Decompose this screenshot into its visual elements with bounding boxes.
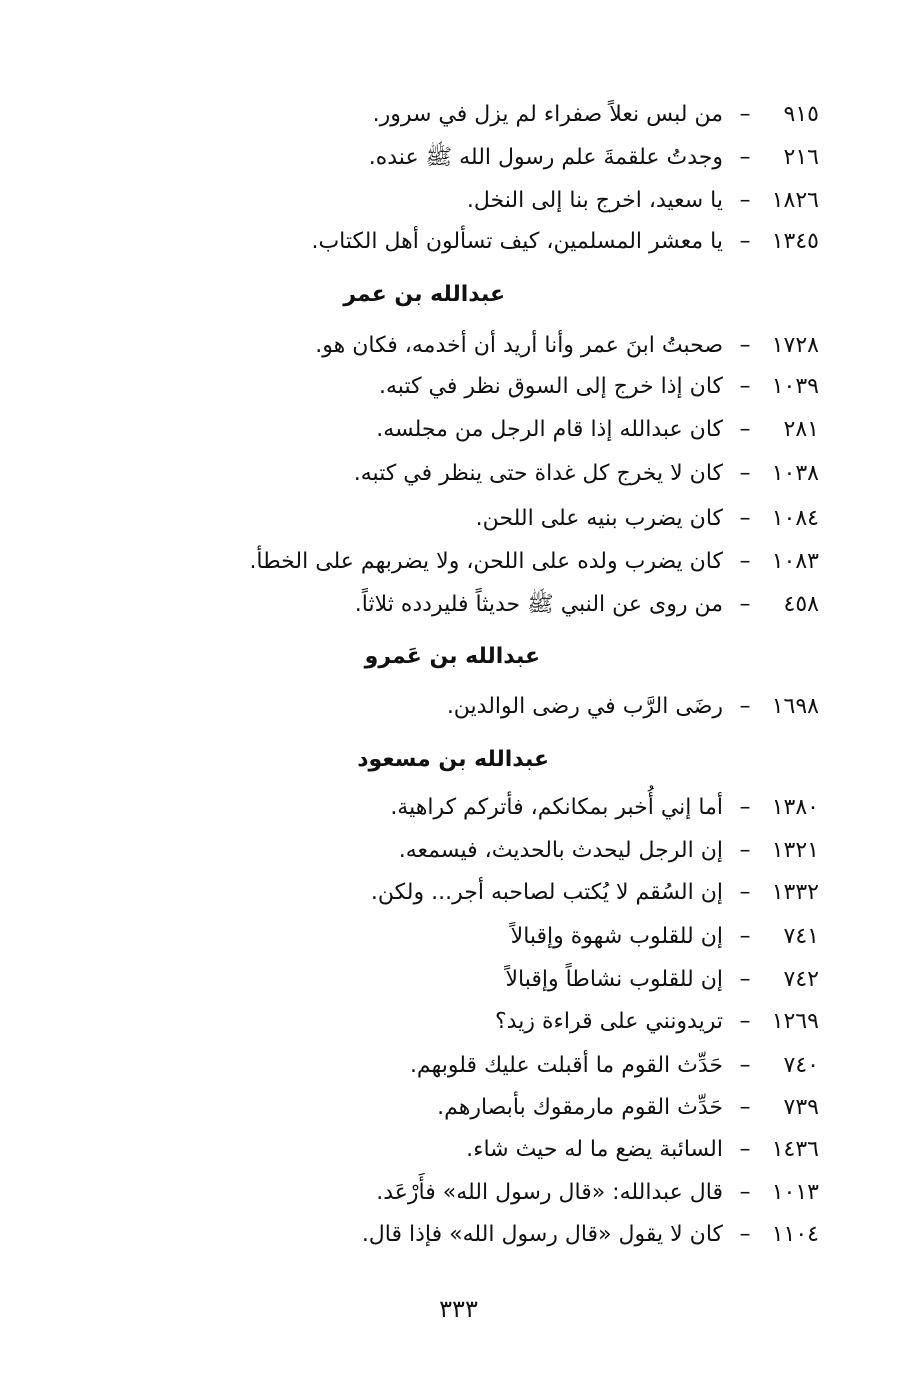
index-entry: [376, 1171, 819, 1215]
index-entry: [376, 408, 819, 452]
section-heading: عبدالله بن عمر: [343, 282, 505, 307]
entry-text: كان يضرب بنيه على اللحن.: [475, 506, 723, 531]
entry-text: كان لا يقول «قال رسول الله» فإذا قال.: [361, 1222, 723, 1247]
entry-number: ٢١٦: [783, 145, 819, 170]
entry-dash: –: [739, 838, 751, 863]
entry-number: ١٣٣٢: [771, 880, 819, 905]
entry-number: ١٠٣٨: [771, 461, 819, 486]
entry-number: ٤٥٨: [783, 592, 819, 617]
entry-number: ٧٤١: [783, 924, 819, 949]
entry-number: ٧٤٢: [783, 967, 819, 992]
entry-number: ١٠١٣: [771, 1180, 819, 1205]
index-entry: [371, 871, 819, 915]
entry-dash: –: [739, 417, 751, 442]
entry-dash: –: [739, 1137, 751, 1162]
entry-dash: –: [739, 333, 751, 358]
index-entry: [355, 583, 819, 627]
index-entry: [410, 1044, 819, 1088]
entry-dash: –: [739, 1053, 751, 1078]
entry-dash: –: [739, 461, 751, 486]
entry-text: تريدونني على قراءة زيد؟: [495, 1009, 723, 1034]
entry-text: كان إذا خرج إلى السوق نظر في كتبه.: [379, 374, 723, 399]
entry-number: ١٣٢١: [771, 838, 819, 863]
entry-number: ١٦٩٨: [771, 694, 819, 719]
entry-dash: –: [739, 924, 751, 949]
entry-text: إن الرجل ليحدث بالحديث، فيسمعه.: [398, 838, 723, 863]
entry-number: ١٢٦٩: [771, 1009, 819, 1034]
index-entry: [390, 786, 819, 830]
entry-text: من روى عن النبي ﷺ حديثاً فليردده ثلاثاً.: [354, 592, 723, 617]
entry-number: ١٣٨٠: [771, 795, 819, 820]
entry-dash: –: [739, 229, 751, 254]
entry-number: ١١٠٤: [771, 1222, 819, 1247]
entry-dash: –: [739, 1222, 751, 1247]
entry-dash: –: [739, 549, 751, 574]
entry-number: ١٨٢٦: [771, 188, 819, 213]
entry-dash: –: [739, 592, 751, 617]
entry-text: يا معشر المسلمين، كيف تسألون أهل الكتاب.: [311, 229, 723, 254]
index-entry: [505, 958, 819, 1002]
entry-text: السائبة يضع ما له حيث شاء.: [466, 1137, 723, 1162]
entry-text: إن للقلوب نشاطاً وإقبالاً: [505, 967, 723, 992]
entry-dash: –: [739, 188, 751, 213]
index-entry: [379, 365, 819, 409]
entry-text: من لبس نعلاً صفراء لم يزل في سرور.: [372, 102, 723, 127]
index-entry: [466, 1128, 819, 1172]
entry-text: إن السُقم لا يُكتب لصاحبه أجر... ولكن.: [370, 880, 723, 905]
entry-text: حَدِّث القوم مارمقوك بأبصارهم.: [437, 1095, 723, 1120]
entry-text: أما إني أُخبر بمكانكم، فأتركم كراهية.: [390, 795, 723, 820]
entry-number: ١٠٨٤: [771, 506, 819, 531]
index-entry: [495, 1000, 819, 1044]
entry-text: كان يضرب ولده على اللحن، ولا يضربهم على الخطأ.: [249, 549, 723, 574]
index-entry: [311, 220, 819, 264]
index-entry: [354, 452, 819, 496]
entry-number: ١٧٢٨: [771, 333, 819, 358]
entry-number: ٩١٥: [783, 102, 819, 127]
entry-dash: –: [739, 967, 751, 992]
index-entry: [362, 1213, 819, 1257]
index-entry: [467, 179, 819, 223]
entry-text: وجدتُ علقمةَ علم رسول الله ﷺ عنده.: [368, 145, 723, 170]
entry-number: ١٠٨٣: [771, 549, 819, 574]
entry-dash: –: [739, 145, 751, 170]
entry-number: ١٣٤٥: [771, 229, 819, 254]
index-entry: [447, 685, 819, 729]
entry-dash: –: [739, 1009, 751, 1034]
entry-dash: –: [739, 1180, 751, 1205]
index-entry: [437, 1086, 819, 1130]
entry-text: يا سعيد، اخرج بنا إلى النخل.: [466, 188, 723, 213]
entry-text: قال عبدالله: «قال رسول الله» فأَرْعَد.: [376, 1180, 723, 1205]
entry-number: ٧٤٠: [783, 1053, 819, 1078]
index-entry: [476, 497, 819, 541]
index-entry: [369, 136, 819, 180]
entry-number: ٢٨١: [783, 417, 819, 442]
entry-text: إن للقلوب شهوة وإقبالاً: [510, 924, 723, 949]
index-entry: [399, 829, 819, 873]
entry-number: ١٠٣٩: [771, 374, 819, 399]
page-number: ٣٣٣: [439, 1295, 478, 1323]
entry-dash: –: [739, 374, 751, 399]
entry-dash: –: [739, 102, 751, 127]
entry-text: كان عبدالله إذا قام الرجل من مجلسه.: [376, 417, 723, 442]
index-entry: [373, 93, 819, 137]
entry-text: رضَى الرَّب في رضى الوالدين.: [446, 694, 723, 719]
entry-dash: –: [739, 880, 751, 905]
section-heading: عبدالله بن عَمرو: [364, 644, 540, 669]
entry-text: صحبتُ ابنَ عمر وأنا أريد أن أخدمه، فكان هو.: [315, 333, 723, 358]
entry-text: حَدِّث القوم ما أقبلت عليك قلوبهم.: [409, 1053, 723, 1078]
entry-dash: –: [739, 506, 751, 531]
entry-dash: –: [739, 1095, 751, 1120]
section-heading: عبدالله بن مسعود: [357, 747, 549, 772]
entry-text: كان لا يخرج كل غداة حتى ينظر في كتبه.: [353, 461, 723, 486]
entry-dash: –: [739, 795, 751, 820]
entry-number: ٧٣٩: [783, 1095, 819, 1120]
entry-number: ١٤٣٦: [771, 1137, 819, 1162]
index-entry: [249, 540, 819, 584]
index-entry: [511, 915, 819, 959]
index-entry: [315, 324, 819, 368]
entry-dash: –: [739, 694, 751, 719]
